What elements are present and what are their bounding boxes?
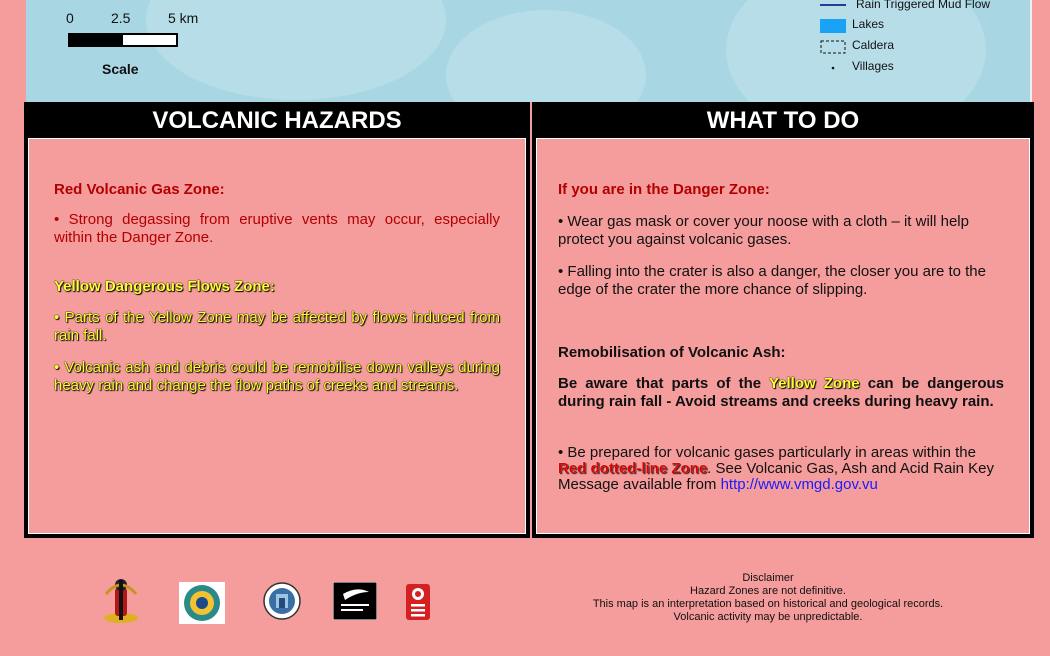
scale-title: Scale [102, 61, 139, 77]
legend-label: Villages [852, 59, 894, 73]
dashed-box-icon [820, 40, 848, 54]
ndmo-logo-icon [262, 582, 302, 625]
danger-zone-text: • Wear gas mask or cover your noose with a cloth – it will help protect you against volcanic gases. [558, 213, 969, 248]
panel-body [28, 138, 526, 534]
vanuatu-coat-of-arms-icon [100, 574, 142, 629]
volcanic-hazards-panel [24, 102, 530, 538]
disclaimer-line: Hazard Zones are not definitive. [690, 585, 846, 597]
red-zone-text: • Strong degassing from eruptive vents may occur, especially within the Danger Zone. [54, 211, 500, 246]
scale-tick: 0 [66, 10, 74, 26]
legend-label: Caldera [852, 38, 895, 52]
red-zone-highlight: Red dotted-line Zone [558, 460, 708, 477]
yellow-zone-text: • Parts of the Yellow Zone may be affected by flows induced from rain fall. [54, 309, 500, 344]
yellow-zone-text: • Volcanic ash and debris could be remobilise down valleys during heavy rain and change the flow paths of creeks and streams. [54, 359, 500, 394]
scale-bar [68, 33, 178, 47]
gas-warning-text [558, 445, 1004, 493]
text-fragment: can be dangerous during rain fall - Avoid streams and creeks during heavy rain. [558, 375, 1004, 410]
yellow-zone-highlight: Yellow Zone [768, 375, 860, 392]
gns-science-logo-icon [406, 584, 430, 625]
remobilisation-text [558, 375, 1004, 411]
legend-label: Rain Triggered Mud Flow [856, 0, 991, 11]
scale-tick: 5 km [168, 10, 199, 26]
disclaimer [580, 572, 956, 624]
map-terrain-shape [446, 10, 646, 102]
remobilisation-heading: Remobilisation of Volcanic Ash: [558, 344, 786, 361]
disclaimer-title: Disclaimer [742, 572, 794, 584]
vmgd-website-link[interactable]: http://www.vmgd.gov.vu [720, 476, 878, 493]
text-fragment: • Be prepared for volcanic gases particularly in areas within the [558, 444, 976, 461]
red-zone-heading: Red Volcanic Gas Zone: [54, 181, 225, 198]
yellow-zone-heading: Yellow Dangerous Flows Zone: [54, 278, 275, 295]
map-area [26, 0, 1032, 102]
scale-bar-segment [70, 35, 123, 45]
danger-zone-heading: If you are in the Danger Zone: [558, 181, 770, 198]
text-fragment: Be aware that parts of the [558, 375, 769, 392]
lake-swatch-icon [820, 19, 848, 33]
dot-icon [820, 61, 848, 75]
scale-tick: 2.5 [111, 10, 131, 26]
disclaimer-line: Volcanic activity may be unpredictable. [673, 611, 863, 623]
panel-title: VOLCANIC HAZARDS [152, 107, 402, 134]
disclaimer-line: This map is an interpretation based on historical and geological records. [592, 598, 944, 610]
panel-title: WHAT TO DO [706, 107, 860, 134]
vmgd-logo-icon [179, 582, 225, 629]
line-icon [820, 0, 848, 11]
danger-zone-text: • Falling into the crater is also a danger, the closer you are to the edge of the crater the more chance of slipping. [558, 263, 986, 298]
what-to-do-panel [532, 102, 1034, 538]
nz-aid-logo-icon [333, 582, 377, 625]
legend-label: Lakes [852, 17, 885, 31]
panel-body [536, 138, 1030, 534]
text-fragment: . See Volcanic Gas, Ash and Acid Rain Key Message available from [558, 460, 995, 493]
